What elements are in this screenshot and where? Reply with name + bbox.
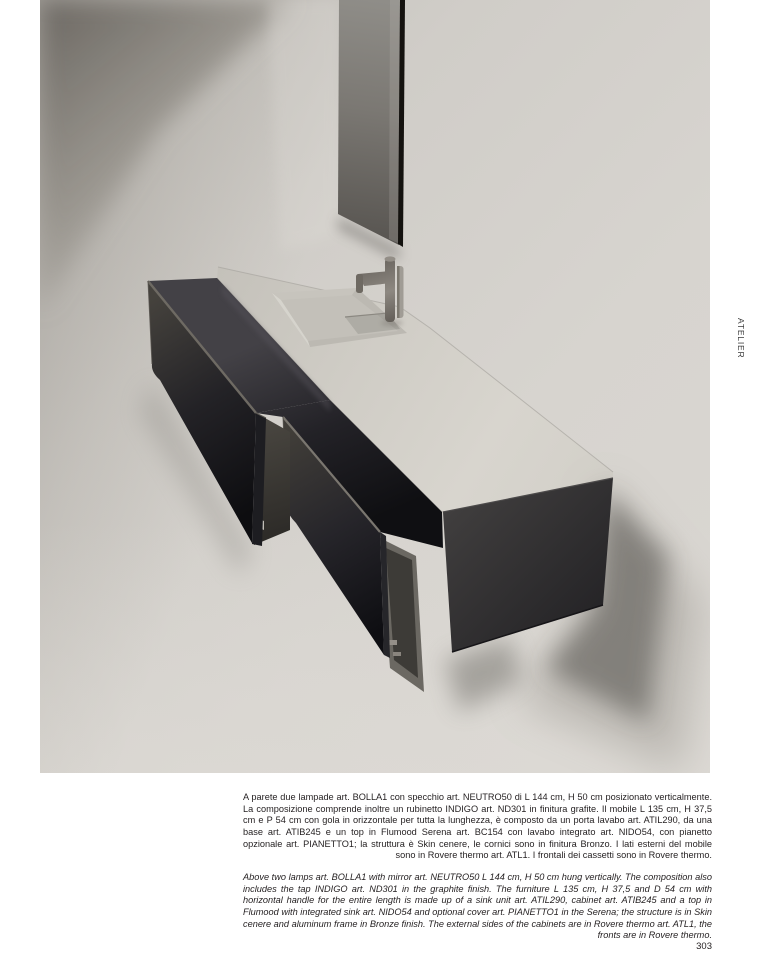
- page-number: 303: [696, 941, 712, 952]
- caption-italian: A parete due lampade art. BOLLA1 con specchio art. NEUTRO50 di L 144 cm, H 50 cm posizionato verticalmente. La composizione comprende inoltre un rubinetto INDIGO art. ND301 in finitura grafite. Il mobile L 135 cm, H 37,5 cm e P 54 cm con gola in orizzontale per tutta la lunghezza, è composto da un porta lavabo art. ATIL290, da una base art. ATIB245 e un top in Flumood Serena art. BC154 con lavabo integrato art. NIDO54, con pianetto opzionale art. PIANETTO1; la struttura è Skin cenere, le cornici sono in finitura Bronzo. I lati esterni del mobile sono in Rovere thermo art. ATL1. I frontali dei cassetti sono in Rovere thermo.: [243, 792, 712, 861]
- tap-body: [385, 258, 395, 322]
- caption-english: Above two lamps art. BOLLA1 with mirror art. NEUTRO50 L 144 cm, H 50 cm hung vertically. The composition also includes the tap INDIGO art. ND301 in the graphite finish. The furniture L 135 cm, H 37,5 and D 54 cm with horizontal handle for the entire length is made up of a sink unit art. ATIL290, cabinet art. ATIB245 and a top in Flumood with integrated sink art. NIDO54 and optional cover art. PIANETTO1 in the Serena; the structure is in Skin cenere and aluminum frame in Bronze finish. The external sides of the cabinets are in Rovere thermo art. ATL1, the fronts are in Rovere thermo.: [243, 872, 712, 941]
- catalog-photo: [40, 0, 710, 773]
- side-label-atelier: ATELIER: [736, 318, 746, 359]
- tap-spout-tip: [356, 274, 363, 293]
- drawer-clip: [393, 652, 401, 656]
